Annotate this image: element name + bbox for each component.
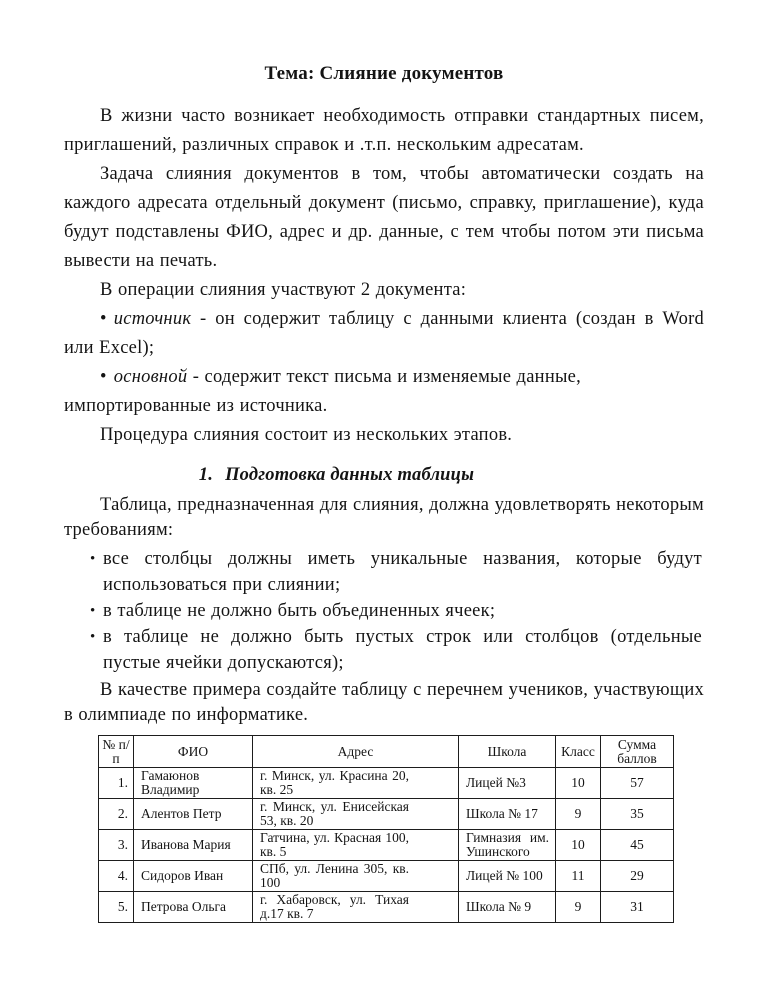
cell-address: г. Минск, ул. Енисейская 53, кв. 20 <box>253 799 459 830</box>
cell-num: 3. <box>99 830 134 861</box>
cell-score: 45 <box>601 830 674 861</box>
paragraph-intro-2: Задача слияния документов в том, чтобы автоматически создать на каждого адресата отдельный документ (письмо, справку, приглашение), куда будут подставлены ФИО, адрес и др. данные, с тем чтобы потом эти письма вывести на печать. <box>64 164 704 271</box>
list-item <box>64 624 704 676</box>
cell-school: Лицей №3 <box>459 768 556 799</box>
term-main: основной <box>113 367 188 387</box>
source-description: - он содержит таблицу с данными клиента (создан в Word или Excel); <box>64 309 704 358</box>
cell-address: СПб, ул. Ленина 305, кв. 100 <box>253 861 459 892</box>
cell-address: г. Минск, ул. Красина 20, кв. 25 <box>253 768 459 799</box>
cell-fio: Иванова Мария <box>134 830 253 861</box>
cell-num: 1. <box>99 768 134 799</box>
cell-grade: 10 <box>556 830 601 861</box>
cell-school: Лицей № 100 <box>459 861 556 892</box>
cell-score: 29 <box>601 861 674 892</box>
paragraph-intro-4: Процедура слияния состоит из нескольких этапов. <box>100 425 513 445</box>
cell-grade: 10 <box>556 768 601 799</box>
cell-fio: Сидоров Иван <box>134 861 253 892</box>
table-row <box>99 892 674 923</box>
list-item-text: в таблице не должно быть объединенных ячеек; <box>103 601 496 621</box>
section-number: 1. <box>198 465 214 485</box>
cell-fio: Алентов Петр <box>134 799 253 830</box>
header-grade: Класс <box>556 736 601 768</box>
cell-grade: 9 <box>556 799 601 830</box>
cell-school: Гимназия им. Ушинского <box>459 830 556 861</box>
bullet-icon: • <box>100 367 107 387</box>
paragraph-source-doc <box>64 305 704 363</box>
cell-num: 2. <box>99 799 134 830</box>
header-school: Школа <box>459 736 556 768</box>
cell-num: 4. <box>99 861 134 892</box>
cell-score: 57 <box>601 768 674 799</box>
cell-address: Гатчина, ул. Красная 100, кв. 5 <box>253 830 459 861</box>
cell-num: 5. <box>99 892 134 923</box>
list-item-text: все столбцы должны иметь уникальные названия, которые будут использоваться при слиянии; <box>103 549 702 595</box>
table-row <box>99 830 674 861</box>
document-title: Тема: Слияние документов <box>264 63 504 84</box>
cell-school: Школа № 9 <box>459 892 556 923</box>
header-fio: ФИО <box>134 736 253 768</box>
paragraph-intro-1: В жизни часто возникает необходимость отправки стандартных писем, приглашений, различных справок и .т.п. нескольким адресатам. <box>64 106 704 155</box>
students-table <box>98 735 674 923</box>
list-item-text: в таблице не должно быть пустых строк или столбцов (отдельные пустые ячейки допускаются); <box>103 627 702 673</box>
table-row <box>99 768 674 799</box>
table-header-row <box>99 736 674 768</box>
cell-score: 31 <box>601 892 674 923</box>
paragraph-section-2: В качестве примера создайте таблицу с перечнем учеников, участвующих в олимпиаде по информатике. <box>64 680 704 725</box>
section-title: Подготовка данных таблицы <box>225 465 475 485</box>
paragraph-main-doc <box>64 363 704 392</box>
cell-address: г. Хабаровск, ул. Тихая д.17 кв. 7 <box>253 892 459 923</box>
table-row <box>99 799 674 830</box>
students-table-container <box>98 735 704 923</box>
cell-fio: Петрова Ольга <box>134 892 253 923</box>
table-row <box>99 861 674 892</box>
bullet-icon: • <box>90 603 96 619</box>
header-num: № п/п <box>99 736 134 768</box>
paragraph-section-1: Таблица, предназначенная для слияния, должна удовлетворять некоторым требованиям: <box>64 495 705 540</box>
header-address: Адрес <box>253 736 459 768</box>
section-heading <box>64 462 609 488</box>
paragraph-intro-3: В операции слияния участвуют 2 документа: <box>100 280 467 300</box>
cell-score: 35 <box>601 799 674 830</box>
cell-fio: Гамаюнов Владимир <box>134 768 253 799</box>
bullet-icon: • <box>100 309 107 329</box>
paragraph-main-doc-continuation: импортированные из источника. <box>64 396 328 416</box>
cell-school: Школа № 17 <box>459 799 556 830</box>
list-item <box>64 598 704 624</box>
header-score: Сумма баллов <box>601 736 674 768</box>
bullet-icon: • <box>90 629 96 645</box>
main-description: - содержит текст письма и изменяемые данные, <box>187 367 581 387</box>
term-source: источник <box>113 309 192 329</box>
bullet-icon: • <box>90 551 96 567</box>
list-item <box>64 546 704 598</box>
cell-grade: 9 <box>556 892 601 923</box>
requirements-list <box>64 546 704 676</box>
cell-grade: 11 <box>556 861 601 892</box>
